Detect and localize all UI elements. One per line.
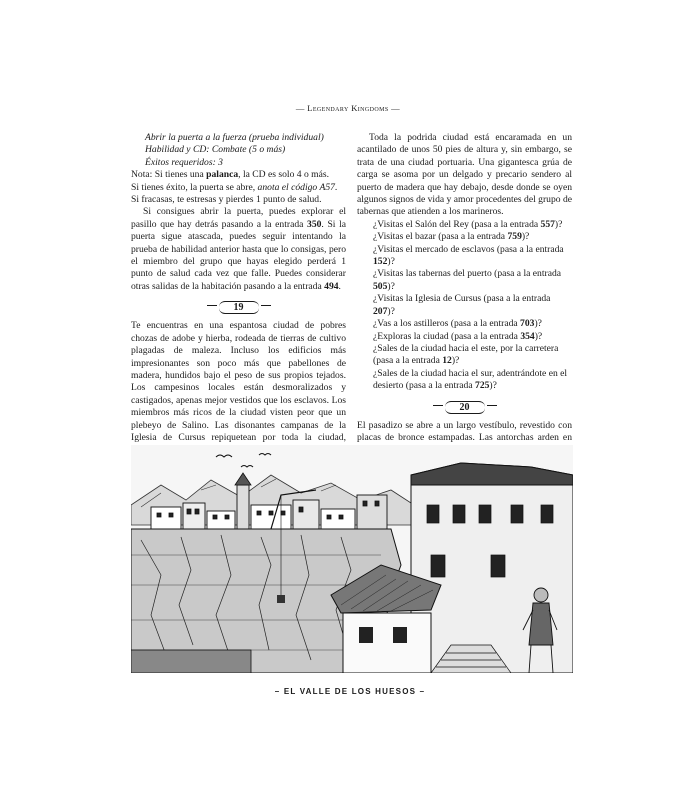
note-text: Nota: Si tienes una xyxy=(131,169,207,181)
choice-text: ¿Vas a los astilleros (pasa a la entrada xyxy=(373,318,521,330)
cliff-city-drawing xyxy=(131,445,573,673)
choice-text: ¿Exploras la ciudad (pasa a la entrada xyxy=(373,330,521,342)
choice-entry-number: 703 xyxy=(520,318,535,330)
door-entry-350: 350 xyxy=(307,218,322,230)
note-paragraph xyxy=(131,169,346,181)
footer-title: – EL VALLE DE LOS HUESOS – xyxy=(274,687,426,696)
choice-text: ¿Visitas las tabernas del puerto (pasa a la entrada xyxy=(373,268,562,280)
choice-item xyxy=(357,268,572,293)
success-paragraph xyxy=(131,182,346,194)
entry-number-19: 19 xyxy=(219,301,259,314)
choice-item xyxy=(357,343,572,368)
choice-item xyxy=(357,244,572,269)
choice-end: )? xyxy=(387,305,395,317)
door-text-mid: . Si la puerta sigue atascada, puedes seguir intentando la prueba de habilidad anterior hasta que lo consigas, pero el miembro del grupo que hayas elegido perderá 1 punto de salud cada vez que falle. Puedes considerar otras salidas de la habitación pasando a la entrada xyxy=(131,218,346,292)
choice-item xyxy=(357,219,572,231)
door-text-end: . xyxy=(338,280,341,292)
choice-end: )? xyxy=(387,280,395,292)
choice-item xyxy=(357,293,572,318)
choice-text: ¿Sales de la ciudad hacia el este, por la carretera (pasa a la entrada xyxy=(373,342,559,367)
check-title: Abrir la puerta a la fuerza (prueba individual) xyxy=(145,132,324,143)
city-illustration xyxy=(131,445,573,673)
note-item: palanca xyxy=(206,169,239,181)
entry-19-text: Te encuentras en una espantosa ciudad de pobres chozas de adobe y hierba, rodeada de tierras de cultivo plagadas de maleza. Incluso los edificios más impresionantes son poco más que pabellones de madera, hundidos bajo el peso de sus propios tejados. Los campesinos locales están desmoralizados y castigados, apenas mejor vestidos que los esclavos. Los miembros más ricos de la ciudad visten peor que un plebeyo de Salino. Las disonantes campanas de la Iglesia de Cursus repiquetean por toda la ciudad, xyxy=(131,320,346,443)
door-entry-494: 494 xyxy=(324,280,339,292)
choice-item xyxy=(357,318,572,330)
running-head: — Legendary Kingdoms — xyxy=(295,103,400,113)
left-column xyxy=(131,132,346,482)
choice-end: )? xyxy=(534,330,543,342)
choice-end: )? xyxy=(489,380,497,392)
choice-item xyxy=(357,368,572,393)
note-text-end: , la CD es solo 4 o más. xyxy=(238,169,330,181)
entry-20-text: El pasadizo se abre a un largo vestíbulo, revestido con placas de bronce estampadas. Las antorchas arden en xyxy=(357,419,572,443)
choice-text: ¿Visitas la Iglesia de Cursus (pasa a la entrada xyxy=(373,293,551,305)
choice-entry-number: 207 xyxy=(373,305,388,317)
choice-entry-number: 557 xyxy=(540,218,555,230)
choice-end: )? xyxy=(387,256,395,268)
choice-entry-number: 152 xyxy=(373,256,388,268)
city-paragraph: Toda la podrida ciudad está encaramada en un acantilado de unos 50 pies de altura y, sin embargo, se trata de una ciudad portuaria. Una gigantesca grúa de carga se asoma por un delgado y precario sendero al puerto de madera que hay debajo, desde donde se oyen algunos signos de vida y amor procedentes del grupo de tabernas que atienden a los marineros. xyxy=(357,132,573,218)
choice-end: )? xyxy=(521,231,530,243)
choice-text: ¿Visitas el Salón del Rey (pasa a la entrada xyxy=(373,218,541,230)
check-skill: Habilidad y CD: Combate (5 o más) xyxy=(145,144,286,156)
choice-entry-number: 12 xyxy=(442,355,452,367)
fail-paragraph: Si fracasas, te estresas y pierdes 1 punto de salud. xyxy=(131,194,322,206)
choice-text: ¿Visitas el bazar (pasa a la entrada xyxy=(373,231,508,243)
door-text: Si consigues abrir la puerta, puedes explorar el pasillo que hay detrás pasando a la entrada xyxy=(131,206,346,230)
choice-entry-number: 759 xyxy=(507,231,522,243)
success-end: . xyxy=(334,181,338,193)
choice-item xyxy=(357,331,572,343)
success-text: Si tienes éxito, la puerta se abre, xyxy=(131,181,258,193)
choice-list xyxy=(357,219,572,393)
choice-end: )? xyxy=(534,318,542,330)
choice-end: )? xyxy=(554,218,563,230)
choice-end: )? xyxy=(451,355,460,367)
choice-entry-number: 354 xyxy=(520,330,535,342)
door-paragraph xyxy=(131,206,346,293)
check-successes: Éxitos requeridos: 3 xyxy=(145,156,223,168)
choice-text: ¿Sales de la ciudad hacia el sur, adentrándote en el desierto (pasa a la entrada xyxy=(373,367,568,392)
choice-item xyxy=(357,231,572,243)
entry-number-20: 20 xyxy=(445,401,485,414)
choice-text: ¿Visitas el mercado de esclavos (pasa a la entrada xyxy=(373,243,564,255)
choice-entry-number: 725 xyxy=(475,380,490,392)
success-code: anota el código A57 xyxy=(257,181,335,193)
choice-entry-number: 505 xyxy=(373,280,388,292)
